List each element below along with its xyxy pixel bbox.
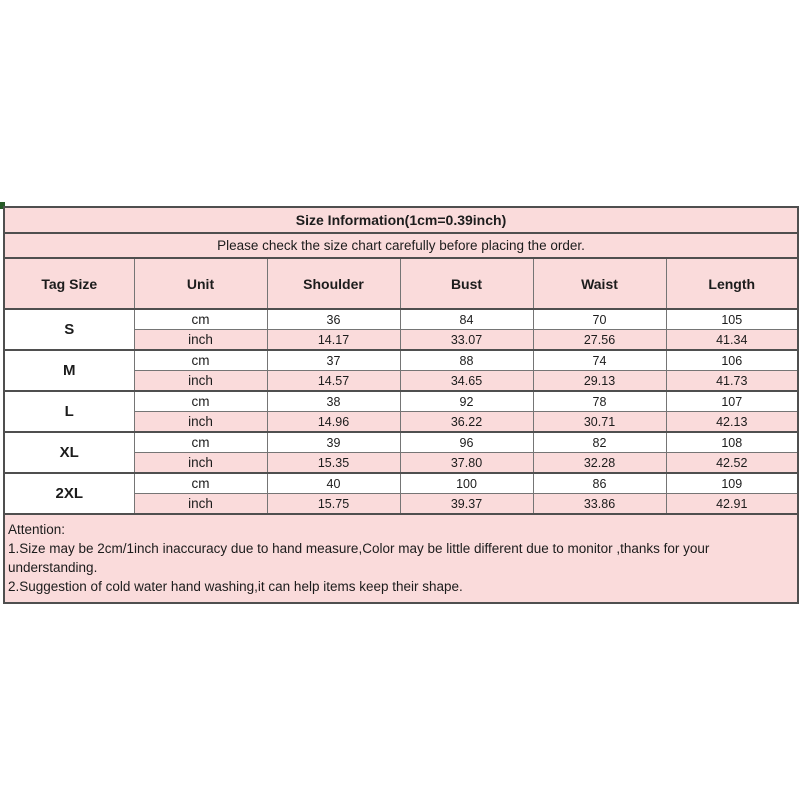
unit-cell: inch: [134, 371, 267, 392]
measurement-cell: 96: [400, 432, 533, 453]
unit-cell: cm: [134, 432, 267, 453]
table-row: [4, 350, 798, 371]
unit-cell: cm: [134, 350, 267, 371]
unit-cell: cm: [134, 309, 267, 330]
column-header-bust: Bust: [400, 258, 533, 309]
unit-cell: inch: [134, 494, 267, 515]
measurement-cell: 84: [400, 309, 533, 330]
measurement-cell: 107: [666, 391, 798, 412]
measurement-cell: 41.34: [666, 330, 798, 351]
measurement-cell: 34.65: [400, 371, 533, 392]
measurement-cell: 39.37: [400, 494, 533, 515]
unit-cell: inch: [134, 453, 267, 474]
size-chart-container: [3, 206, 797, 604]
measurement-cell: 36: [267, 309, 400, 330]
measurement-cell: 88: [400, 350, 533, 371]
measurement-cell: 36.22: [400, 412, 533, 433]
size-chart-table: [3, 206, 799, 604]
size-chart-subtitle: Please check the size chart carefully before placing the order.: [4, 233, 798, 258]
unit-cell: cm: [134, 473, 267, 494]
measurement-cell: 70: [533, 309, 666, 330]
measurement-cell: 32.28: [533, 453, 666, 474]
measurement-cell: 37: [267, 350, 400, 371]
column-header-waist: Waist: [533, 258, 666, 309]
size-label-xl: XL: [4, 432, 134, 473]
attention-line-1: 1.Size may be 2cm/1inch inaccuracy due to hand measure,Color may be little different due to monitor ,thanks for your understanding.: [8, 541, 710, 575]
measurement-cell: 86: [533, 473, 666, 494]
column-header-tag-size: Tag Size: [4, 258, 134, 309]
measurement-cell: 109: [666, 473, 798, 494]
unit-cell: inch: [134, 330, 267, 351]
column-header-unit: Unit: [134, 258, 267, 309]
measurement-cell: 82: [533, 432, 666, 453]
measurement-cell: 42.91: [666, 494, 798, 515]
measurement-cell: 38: [267, 391, 400, 412]
unit-cell: inch: [134, 412, 267, 433]
table-row: [4, 432, 798, 453]
attention-note: [4, 514, 798, 603]
measurement-cell: 41.73: [666, 371, 798, 392]
size-label-s: S: [4, 309, 134, 350]
size-label-l: L: [4, 391, 134, 432]
measurement-cell: 74: [533, 350, 666, 371]
measurement-cell: 33.86: [533, 494, 666, 515]
measurement-cell: 14.57: [267, 371, 400, 392]
measurement-cell: 15.35: [267, 453, 400, 474]
size-label-2xl: 2XL: [4, 473, 134, 514]
measurement-cell: 14.96: [267, 412, 400, 433]
column-header-shoulder: Shoulder: [267, 258, 400, 309]
measurement-cell: 33.07: [400, 330, 533, 351]
unit-cell: cm: [134, 391, 267, 412]
measurement-cell: 42.52: [666, 453, 798, 474]
size-label-m: M: [4, 350, 134, 391]
measurement-cell: 15.75: [267, 494, 400, 515]
column-header-length: Length: [666, 258, 798, 309]
measurement-cell: 100: [400, 473, 533, 494]
measurement-cell: 78: [533, 391, 666, 412]
measurement-cell: 92: [400, 391, 533, 412]
measurement-cell: 37.80: [400, 453, 533, 474]
measurement-cell: 29.13: [533, 371, 666, 392]
measurement-cell: 40: [267, 473, 400, 494]
measurement-cell: 105: [666, 309, 798, 330]
table-row: [4, 391, 798, 412]
table-row: [4, 473, 798, 494]
attention-heading: Attention:: [8, 522, 66, 537]
measurement-cell: 14.17: [267, 330, 400, 351]
attention-line-2: 2.Suggestion of cold water hand washing,it can help items keep their shape.: [8, 579, 463, 594]
measurement-cell: 106: [666, 350, 798, 371]
measurement-cell: 108: [666, 432, 798, 453]
table-row: [4, 309, 798, 330]
measurement-cell: 27.56: [533, 330, 666, 351]
measurement-cell: 42.13: [666, 412, 798, 433]
measurement-cell: 30.71: [533, 412, 666, 433]
size-chart-title: Size Information(1cm=0.39inch): [4, 207, 798, 233]
measurement-cell: 39: [267, 432, 400, 453]
